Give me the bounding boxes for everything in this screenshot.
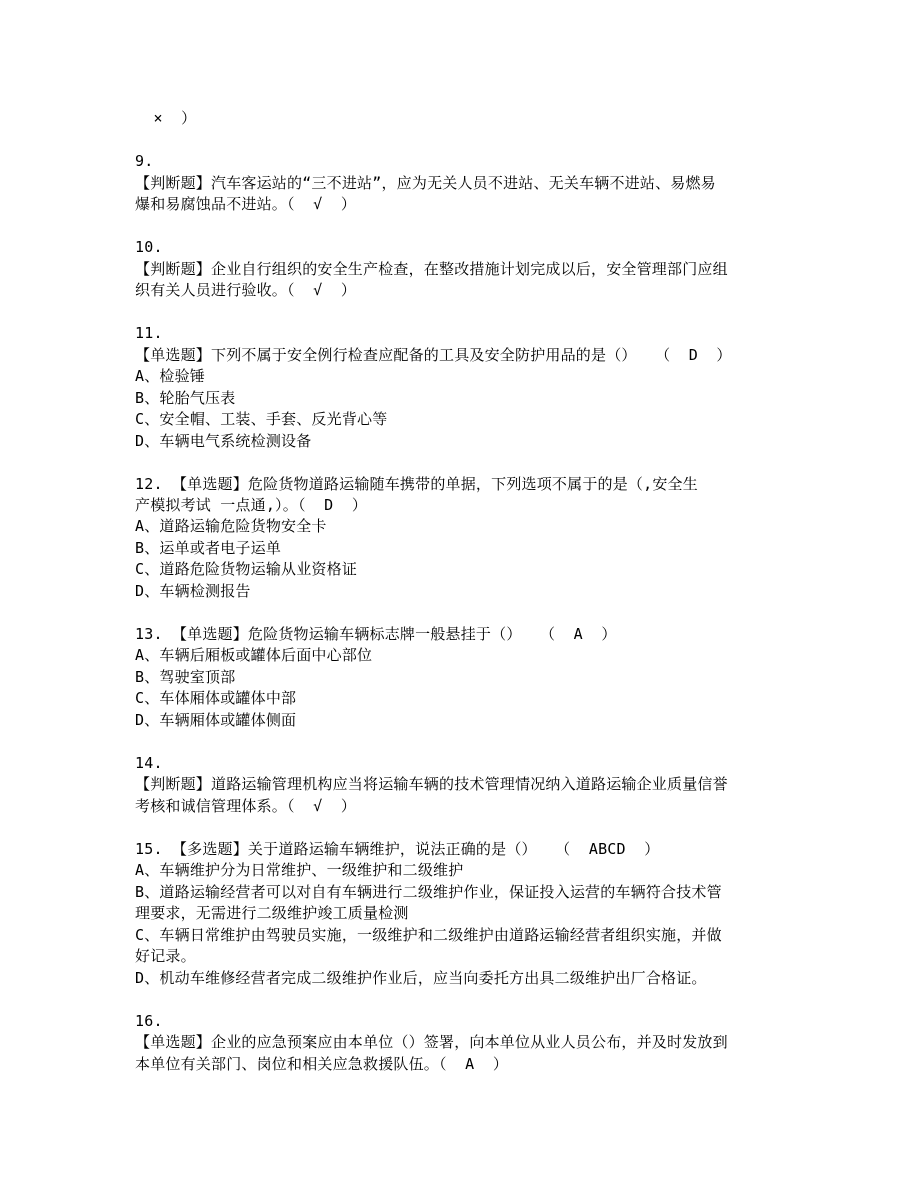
question-10-text: 【判断题】企业自行组织的安全生产检查，在整改措施计划完成以后，安全管理部门应组 [135, 260, 728, 278]
option-c: C、车体厢体或罐体中部 [135, 689, 297, 707]
option-b: B、驾驶室顶部 [135, 668, 236, 686]
question-14-text: 考核和诚信管理体系。（ √ ） [135, 797, 357, 815]
option-d: D、车辆电气系统检测设备 [135, 432, 312, 450]
question-14-number: 14. [135, 754, 163, 772]
option-c: C、道路危险货物运输从业资格证 [135, 560, 358, 578]
question-12-text: 12. 【单选题】危险货物道路运输随车携带的单据，下列选项不属于的是（,安全生 [135, 475, 698, 493]
question-16-text: 【单选题】企业的应急预案应由本单位（）签署，向本单位从业人员公布，并及时发放到 [135, 1033, 728, 1051]
question-13-text: 13. 【单选题】危险货物运输车辆标志牌一般悬挂于（） （ A ） [135, 625, 617, 643]
question-16-number: 16. [135, 1012, 163, 1030]
option-b: B、道路运输经营者可以对自有车辆进行二级维护作业，保证投入运营的车辆符合技术管 [135, 883, 722, 901]
question-11-number: 11. [135, 324, 163, 342]
option-c: 好记录。 [135, 947, 196, 965]
option-d: D、机动车维修经营者完成二级维护作业后，应当向委托方出具二级维护出厂合格证。 [135, 969, 707, 987]
question-16-text: 本单位有关部门、岗位和相关应急救援队伍。（ A ） [135, 1055, 509, 1073]
question-9-text: 爆和易腐蚀品不进站。（ √ ） [135, 195, 357, 213]
option-d: D、车辆检测报告 [135, 582, 251, 600]
option-a: A、车辆维护分为日常维护、一级维护和二级维护 [135, 861, 464, 879]
question-9-text: 【判断题】汽车客运站的“三不进站”，应为无关人员不进站、无关车辆不进站、易燃易 [135, 174, 716, 192]
question-10-number: 10. [135, 238, 163, 256]
option-d: D、车辆厢体或罐体侧面 [135, 711, 297, 729]
option-b: B、运单或者电子运单 [135, 539, 282, 557]
answer-line: × ） [135, 109, 197, 127]
question-10-text: 织有关人员进行验收。（ √ ） [135, 281, 357, 299]
option-b: B、轮胎气压表 [135, 389, 236, 407]
option-b: 理要求，无需进行二级维护竣工质量检测 [135, 904, 409, 922]
option-c: C、车辆日常维护由驾驶员实施，一级维护和二级维护由道路运输经营者组织实施，并做 [135, 926, 722, 944]
question-11-text: 【单选题】下列不属于安全例行检查应配备的工具及安全防护用品的是（） （ D ） [135, 346, 732, 364]
option-c: C、安全帽、工装、手套、反光背心等 [135, 410, 388, 428]
question-15-text: 15. 【多选题】关于道路运输车辆维护，说法正确的是（） （ ABCD ） [135, 840, 660, 858]
option-a: A、道路运输危险货物安全卡 [135, 517, 327, 535]
option-a: A、检验锤 [135, 367, 206, 385]
question-12-text: 产模拟考试 一点通,）。（ D ） [135, 496, 368, 514]
question-14-text: 【判断题】道路运输管理机构应当将运输车辆的技术管理情况纳入道路运输企业质量信誉 [135, 775, 728, 793]
option-a: A、车辆后厢板或罐体后面中心部位 [135, 646, 373, 664]
question-9-number: 9. [135, 152, 154, 170]
